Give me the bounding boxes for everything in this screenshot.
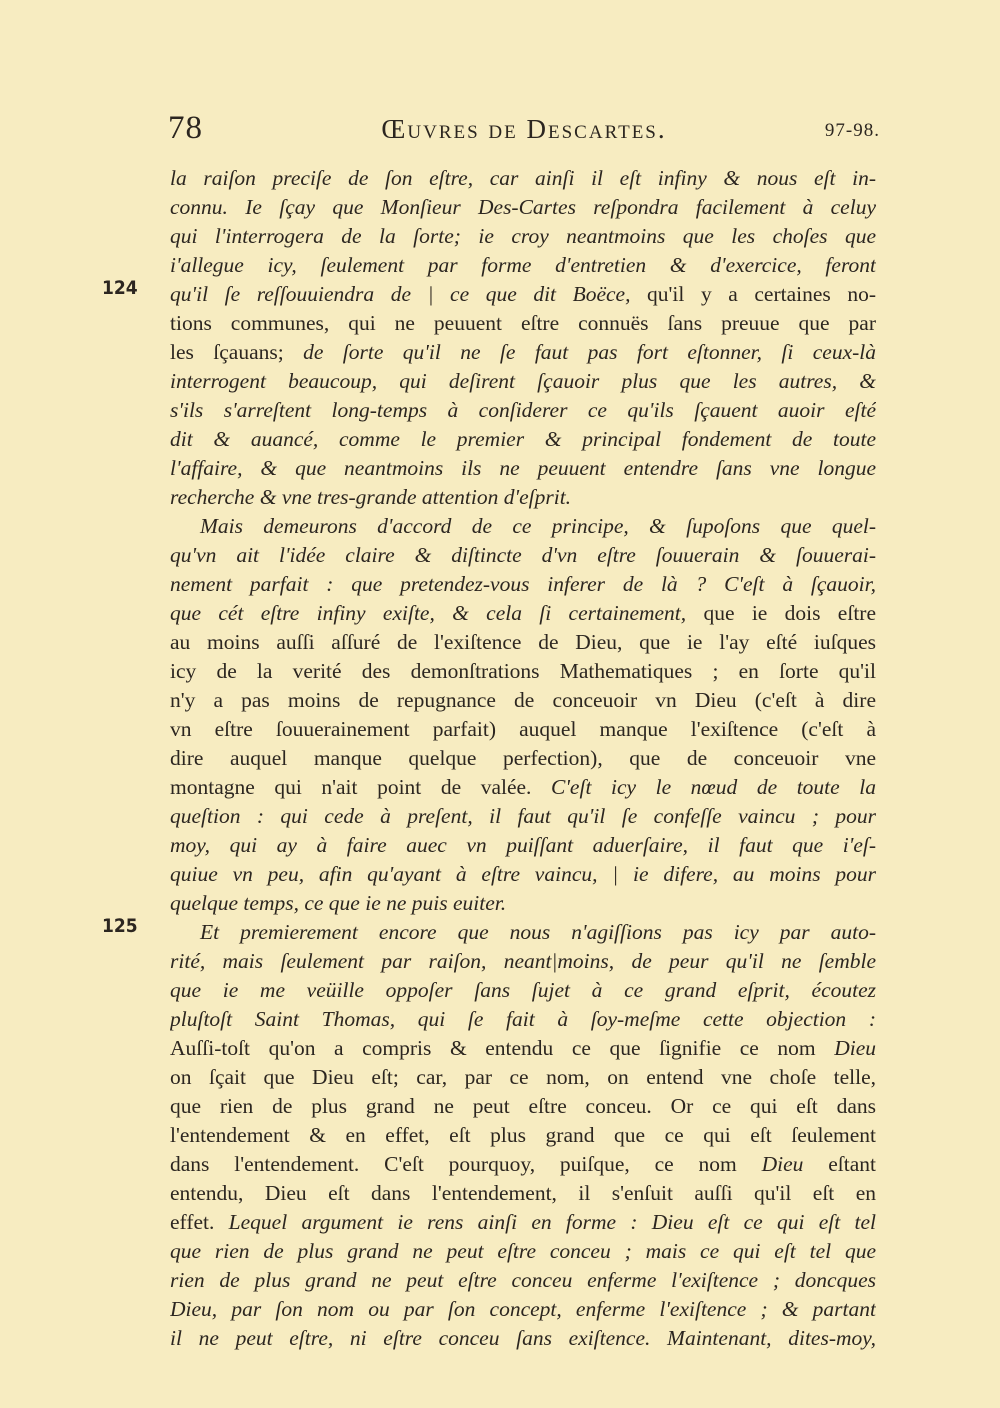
text-line — [170, 483, 876, 512]
text-line — [170, 367, 876, 396]
margin-number: 125 — [102, 915, 138, 937]
roman-text: montagne qui n'ait point de valée. — [170, 775, 551, 799]
text-line — [170, 889, 876, 918]
italic-text: pluſtoſt Saint Thomas, qui ſe fait à ſoy-meſme cette objection : — [170, 1007, 876, 1031]
roman-text: Auſſi-toſt qu'on a compris & entendu ce que ſignifie ce nom — [170, 1036, 835, 1060]
roman-text: entendu, Dieu eſt dans l'entendement, il s'enſuit auſſi qu'il eſt en — [170, 1181, 876, 1205]
italic-text: qui l'interrogera de la ſorte; ie croy neantmoins que les choſes que — [170, 224, 876, 248]
text-line — [170, 338, 876, 367]
italic-text: quelque temps, ce que ie ne puis euiter. — [170, 891, 507, 915]
text-line — [170, 1063, 876, 1092]
body-text — [170, 164, 876, 1353]
edition-reference: 97-98. — [824, 120, 880, 141]
text-line — [170, 1324, 876, 1353]
italic-text: rité, mais ſeulement par raiſon, neant|moins, de peur qu'il ne ſemble — [170, 949, 876, 973]
roman-text: eſtant — [803, 1152, 876, 1176]
italic-text: Et premierement encore que nous n'agiſſions pas icy par auto- — [200, 920, 876, 944]
text-line — [170, 1121, 876, 1150]
italic-text: nement parfait : que pretendez-vous inferer de là ? C'eſt à ſçauoir, — [170, 572, 876, 596]
roman-text: n'y a pas moins de repugnance de conceuoir vn Dieu (c'eſt à dire — [170, 688, 876, 712]
italic-text: qu'il ſe reſſouuiendra de | ce que dit Boëce, — [170, 282, 631, 306]
text-line — [170, 309, 876, 338]
italic-text: Dieu — [834, 1036, 876, 1060]
text-line — [170, 1295, 876, 1324]
text-line — [170, 599, 876, 628]
roman-text: dire auquel manque quelque perfection), que de conceuoir vne — [170, 746, 876, 770]
text-line — [170, 947, 876, 976]
text-line — [170, 1266, 876, 1295]
text-line — [170, 396, 876, 425]
roman-text: effet. — [170, 1210, 229, 1234]
roman-text: vn eſtre ſouuerainement parfait) auquel manque l'exiſtence (c'eſt à — [170, 717, 876, 741]
roman-text: que ie dois eſtre — [686, 601, 876, 625]
page-number: 78 — [168, 110, 203, 146]
italic-text: recherche & vne tres-grande attention d'eſprit. — [170, 485, 572, 509]
roman-text: au moins auſſi aſſuré de l'exiſtence de Dieu, que ie l'ay eſté iuſques — [170, 630, 876, 654]
text-line — [170, 715, 876, 744]
text-line — [170, 802, 876, 831]
italic-text: connu. Ie ſçay que Monſieur Des-Cartes reſpondra facilement à celuy — [170, 195, 876, 219]
text-line — [170, 1237, 876, 1266]
italic-text: que rien de plus grand ne peut eſtre conceu ; mais ce qui eſt tel que — [170, 1239, 876, 1263]
text-line — [170, 222, 876, 251]
italic-text: que ie me veüille oppoſer ſans ſujet à ce grand eſprit, écoutez — [170, 978, 876, 1002]
italic-text: de ſorte qu'il ne ſe faut pas fort eſtonner, ſi ceux-là — [303, 340, 876, 364]
text-line — [170, 454, 876, 483]
italic-text: rien de plus grand ne peut eſtre conceu enferme l'exiſtence ; doncques — [170, 1268, 876, 1292]
text-line — [170, 831, 876, 860]
text-line — [170, 1208, 876, 1237]
roman-text: on ſçait que Dieu eſt; car, par ce nom, on entend vne choſe telle, — [170, 1065, 876, 1089]
text-line — [170, 1005, 876, 1034]
margin-number: 124 — [102, 277, 138, 299]
running-header — [168, 110, 880, 154]
text-line — [170, 570, 876, 599]
text-line — [170, 164, 876, 193]
text-line — [170, 1034, 876, 1063]
roman-text: dans l'entendement. C'eſt pourquoy, puiſque, ce nom — [170, 1152, 762, 1176]
text-line — [170, 976, 876, 1005]
italic-text: Dieu — [761, 1152, 804, 1176]
text-line — [170, 773, 876, 802]
italic-text: Mais demeurons d'accord de ce principe, & ſupoſons que quel- — [200, 514, 876, 538]
text-line — [170, 744, 876, 773]
text-line — [170, 1092, 876, 1121]
text-line — [170, 918, 876, 947]
text-line — [170, 512, 876, 541]
text-line — [170, 193, 876, 222]
italic-text: interrogent beaucoup, qui deſirent ſçauoir plus que les autres, & — [170, 369, 876, 393]
italic-text: Dieu, par ſon nom ou par ſon concept, enferme l'exiſtence ; & partant — [170, 1297, 876, 1321]
italic-text: s'ils s'arreſtent long-temps à conſiderer ce qu'ils ſçauent auoir eſté — [170, 398, 876, 422]
text-line — [170, 1150, 876, 1179]
italic-text: l'affaire, & que neantmoins ils ne peuuent entendre ſans vne longue — [170, 456, 876, 480]
text-line — [170, 686, 876, 715]
italic-text: dit & auancé, comme le premier & principal fondement de toute — [170, 427, 876, 451]
text-line — [170, 860, 876, 889]
text-line — [170, 1179, 876, 1208]
text-line — [170, 541, 876, 570]
italic-text: queſtion : qui cede à preſent, il faut qu'il ſe confeſſe vaincu ; pour — [170, 804, 876, 828]
italic-text: quiue vn peu, afin qu'ayant à eſtre vaincu, | ie difere, au moins pour — [170, 862, 876, 886]
roman-text: que rien de plus grand ne peut eſtre conceu. Or ce qui eſt dans — [170, 1094, 876, 1118]
italic-text: il ne peut eſtre, ni eſtre conceu ſans exiſtence. Maintenant, dites-moy, — [170, 1326, 876, 1350]
text-line — [170, 251, 876, 280]
italic-text: Lequel argument ie rens ainſi en forme : Dieu eſt ce qui eſt tel — [228, 1210, 876, 1234]
italic-text: C'eſt icy le nœud de toute la — [550, 775, 876, 799]
text-line — [170, 628, 876, 657]
text-line — [170, 280, 876, 309]
text-line — [170, 425, 876, 454]
running-title: Œuvres de Descartes. — [381, 114, 667, 144]
italic-text: que cét eſtre infiny exiſte, & cela ſi certainement, — [170, 601, 687, 625]
italic-text: i'allegue icy, ſeulement par forme d'entretien & d'exercice, feront — [170, 253, 876, 277]
roman-text: les ſçauans; — [170, 340, 304, 364]
roman-text: qu'il y a certaines no- — [630, 282, 876, 306]
roman-text: icy de la verité des demonſtrations Mathematiques ; en ſorte qu'il — [170, 659, 876, 683]
text-line — [170, 657, 876, 686]
roman-text: l'entendement & en effet, eſt plus grand que ce qui eſt ſeulement — [170, 1123, 876, 1147]
roman-text: tions communes, qui ne peuuent eſtre connuës ſans preuue que par — [170, 311, 876, 335]
italic-text: la raiſon preciſe de ſon eſtre, car ainſi il eſt infiny & nous eſt in- — [170, 166, 876, 190]
italic-text: qu'vn ait l'idée claire & diſtincte d'vn eſtre ſouuerain & ſouuerai- — [170, 543, 876, 567]
italic-text: moy, qui ay à faire auec vn puiſſant aduerſaire, il faut que i'eſ- — [170, 833, 876, 857]
